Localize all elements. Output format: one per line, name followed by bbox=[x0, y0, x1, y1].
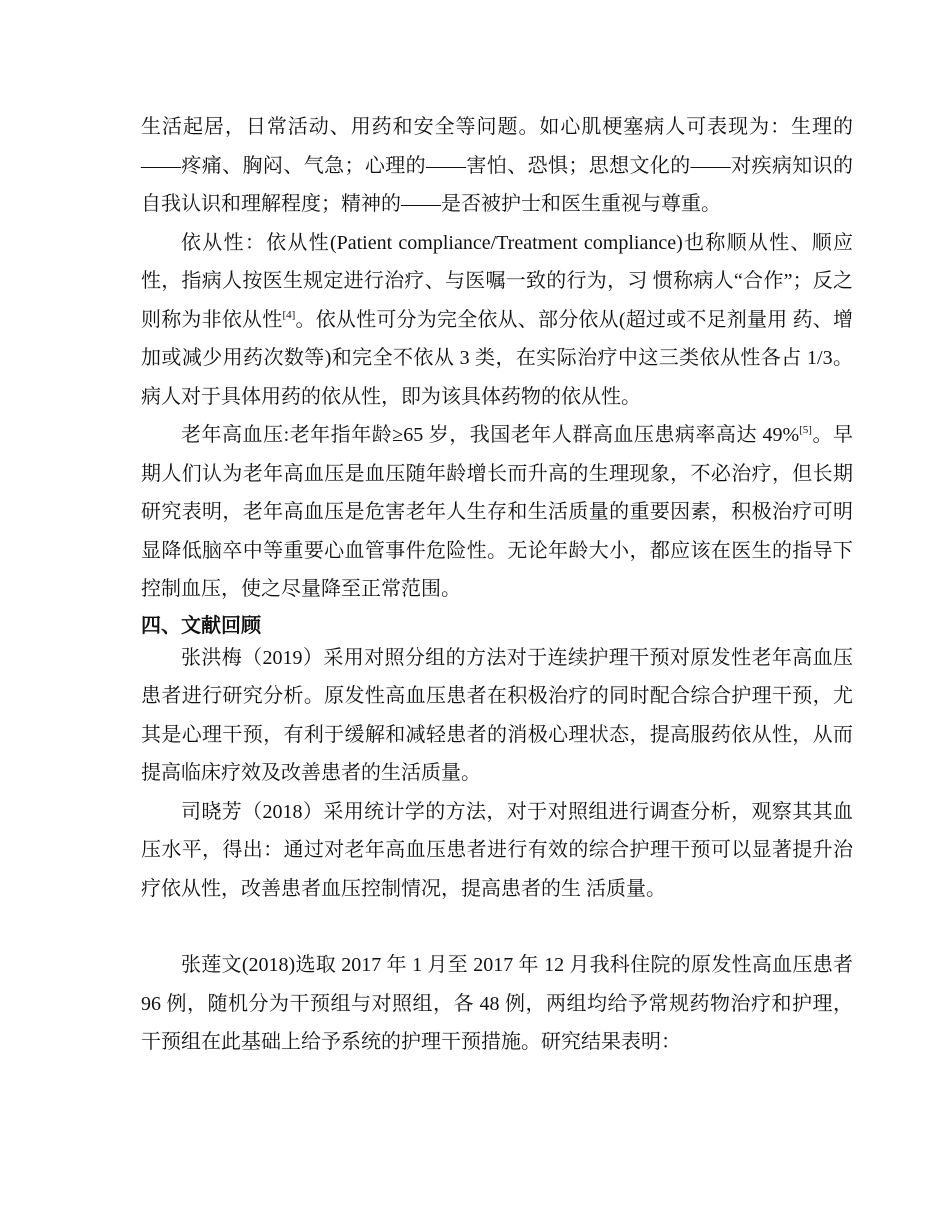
section-heading: 四、文献回顾 bbox=[141, 614, 261, 637]
document-body bbox=[141, 108, 853, 1062]
paragraph-symptoms: 生活起居，日常活动、用药和安全等问题。如心肌梗塞病人可表现为：生理的——疼痛、胸闷、气急；心理的——害怕、恐惧；思想文化的——对疾病知识的自我认识和理解程度；精神的——是否被护士和医生重视与尊重。 bbox=[141, 116, 853, 215]
elderly-text-a: 老年高血压:老年指年龄≥65 岁，我国老年人群高血压患病率高达 49% bbox=[181, 424, 800, 446]
citation-ref-5: [5] bbox=[799, 424, 812, 436]
paragraph-review-zhang-hongmei: 张洪梅（2019）采用对照分组的方法对于连续护理干预对原发性老年高血压患者进行研究分析。原发性高血压患者在积极治疗的同时配合综合护理干预，尤其是心理干预，有利于缓解和减轻患者的消极心理状态，提高服药依从性，从而提高临床疗效及改善患者的生活质量。 bbox=[141, 646, 853, 784]
paragraph-review-zhang-lianwen: 张莲文(2018)选取 2017 年 1 月至 2017 年 12 月我科住院的原发性高血压患者 96 例，随机分为干预组与对照组，各 48 例，两组均给予常规药物治疗和护理，干预组在此基础上给予系统的护理干预措施。研究结果表明： bbox=[141, 954, 853, 1053]
paragraph-review-si-xiaofang: 司晓芳（2018）采用统计学的方法，对于对照组进行调查分析，观察其其血压水平，得出：通过对老年高血压患者进行有效的综合护理干预可以显著提升治疗依从性，改善患者血压控制情况，提高患者的生 活质量。 bbox=[141, 800, 853, 900]
paragraph-compliance bbox=[141, 224, 853, 417]
blank-line bbox=[141, 908, 853, 946]
compliance-text-a: 依从性：依从性(Patient compliance/Treatment compliance)也称顺从性、顺应性，指病人按医生规定进行治疗、与医嘱一致的行为，习 惯称病人“合作”；反之则称为非依从性 bbox=[141, 231, 853, 331]
citation-ref-4: [4] bbox=[282, 308, 296, 321]
paragraph-elderly-hypertension bbox=[141, 416, 853, 609]
compliance-text-b: 。依从性可分为完全依从、部分依从(超过或不足剂量用 药、增加或减少用药次数等)和完全不依从 3 类，在实际治疗中这三类依从性各占 1/3。 病人对于具体用药的依从性，即为该具体药物的依从性。 bbox=[141, 308, 853, 408]
elderly-text-b: 。早期人们认为老年高血压是血压随年龄增长而升高的生理现象，不必治疗，但长期研究表明，老年高血压是危害老年人生存和生活质量的重要因素，积极治疗可明显降低脑卒中等重要心血管事件危险性。无论年龄大小，都应该在医生的指导下控制血压，使之尽量降至正常范围。 bbox=[141, 424, 853, 600]
